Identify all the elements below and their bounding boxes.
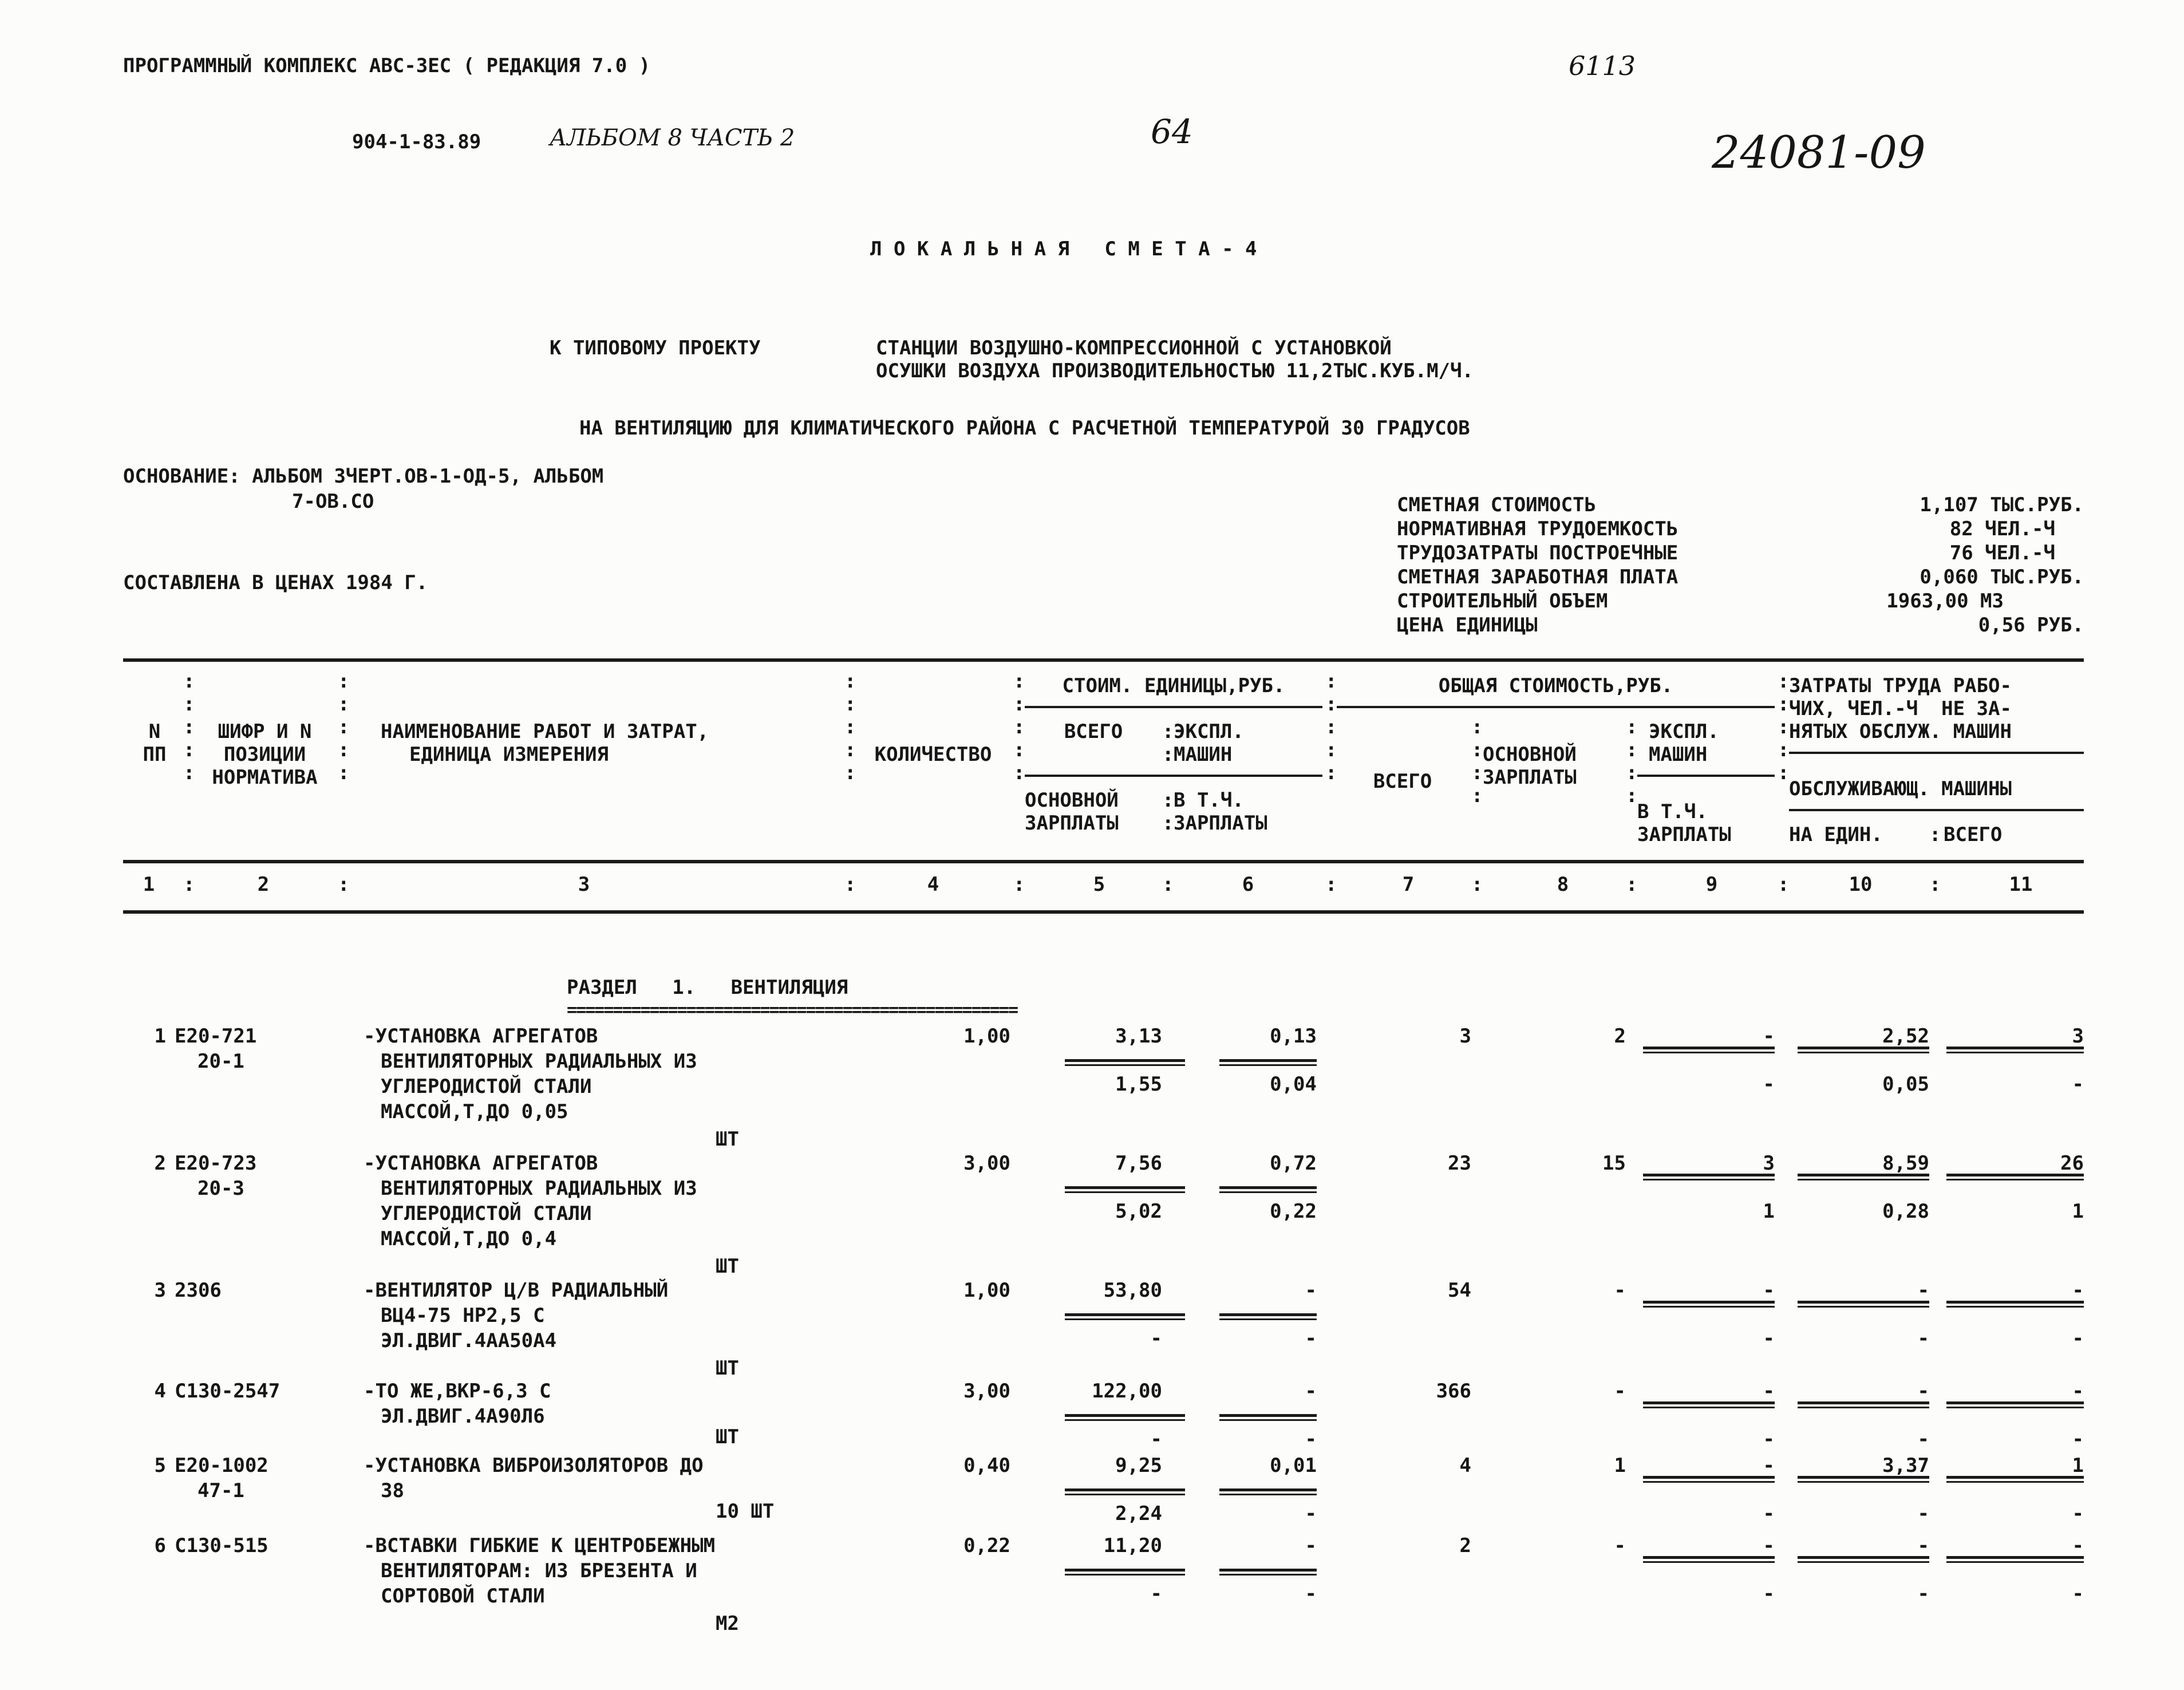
cell-rule — [1643, 1401, 1775, 1408]
row-unit-total: 11,20 — [1103, 1534, 1162, 1557]
row-total-machines: - — [1763, 1279, 1775, 1302]
header-col-5-bottom: ОСНОВНОЙ — [1025, 789, 1119, 812]
row-labor-unit: 3,37 — [1882, 1454, 1929, 1477]
row-unit: ШТ — [716, 1255, 739, 1278]
row-code: С130-2547 — [175, 1380, 281, 1403]
column-separator: : — [1929, 823, 1941, 846]
header-sub-rule — [1789, 752, 2084, 754]
row-name-line: ЭЛ.ДВИГ.4АА50А4 — [381, 1329, 557, 1352]
summary-label: ТРУДОЗАТРАТЫ ПОСТРОЕЧНЫЕ — [1397, 542, 1679, 564]
row-unit: ШТ — [716, 1357, 739, 1380]
header-col-6-top: МАШИН — [1174, 743, 1233, 766]
row-code-sub: 47-1 — [198, 1479, 244, 1502]
header-col-1-line: N — [148, 720, 161, 743]
row-code-sub: 20-1 — [198, 1050, 244, 1073]
summary-value: 1,107 ТЫС.РУБ. — [1920, 493, 2084, 516]
row-code: С130-515 — [175, 1534, 268, 1557]
row-unit-wages: 5,02 — [1115, 1200, 1162, 1223]
cell-rule — [1798, 1401, 1929, 1408]
column-separator: : : — [1162, 789, 1174, 835]
header-col-8: ОСНОВНОЙ — [1483, 743, 1577, 766]
row-total: 23 — [1448, 1152, 1471, 1175]
row-total-wages: - — [1614, 1279, 1626, 1302]
column-number: 8 — [1557, 873, 1569, 896]
row-unit-wages: - — [1150, 1428, 1162, 1451]
summary-value: 82 ЧЕЛ.-Ч — [1949, 518, 2055, 540]
row-name-line: УГЛЕРОДИСТОЙ СТАЛИ — [381, 1202, 592, 1225]
row-total-wages: 2 — [1614, 1025, 1626, 1048]
row-labor-total-service: - — [2072, 1502, 2084, 1525]
row-labor-total: - — [2072, 1380, 2084, 1403]
column-separator: : : : : : — [1013, 670, 1025, 784]
column-separator: : — [1013, 873, 1025, 896]
column-number: 10 — [1849, 873, 1873, 896]
cell-rule — [1798, 1556, 1929, 1563]
row-labor-unit: - — [1917, 1380, 1929, 1403]
row-unit-wages: 1,55 — [1115, 1073, 1162, 1096]
column-separator: : : : : : — [1325, 670, 1337, 784]
header-group-unit-cost: СТОИМ. ЕДИНИЦЫ,РУБ. — [1062, 674, 1285, 697]
cell-rule — [1798, 1476, 1929, 1483]
header-col-9-bottom: ЗАРПЛАТЫ — [1637, 823, 1731, 846]
row-name-line: СОРТОВОЙ СТАЛИ — [381, 1585, 545, 1608]
cell-rule — [1946, 1401, 2084, 1408]
cell-rule — [1946, 1174, 2084, 1180]
row-name-line: -ТО ЖЕ,ВКР-6,3 С — [364, 1380, 551, 1403]
row-labor-total-service: - — [2072, 1073, 2084, 1096]
column-separator: : — [1929, 873, 1941, 896]
column-separator: : : : : — [1626, 716, 1638, 807]
column-number: 3 — [578, 873, 590, 896]
row-code: Е20-721 — [175, 1025, 257, 1048]
section-underline: ================================================= — [567, 1000, 1018, 1020]
basis-line-1: ОСНОВАНИЕ: АЛЬБОМ 3ЧЕРТ.ОВ-1-ОД-5, АЛЬБОМ — [123, 465, 604, 488]
row-number: 6 — [154, 1534, 166, 1557]
row-labor-unit-service: - — [1917, 1428, 1929, 1451]
column-separator: : — [1325, 873, 1337, 896]
row-unit-machine-wages: - — [1305, 1327, 1317, 1350]
row-quantity: 1,00 — [963, 1025, 1010, 1048]
row-code: Е20-723 — [175, 1152, 257, 1175]
header-col-1-line: ПП — [143, 743, 167, 766]
row-unit: М2 — [716, 1612, 739, 1635]
cell-rule — [1065, 1488, 1185, 1495]
row-labor-total: 1 — [2072, 1454, 2084, 1477]
basis-line-2: 7-ОВ.СО — [292, 490, 374, 513]
row-total: 2 — [1459, 1534, 1471, 1557]
row-labor-unit: - — [1917, 1279, 1929, 1302]
row-name-line: 38 — [381, 1479, 404, 1502]
row-name-line: УГЛЕРОДИСТОЙ СТАЛИ — [381, 1075, 592, 1098]
row-name-line: МАССОЙ,Т,ДО 0,05 — [381, 1100, 568, 1123]
page-number-handwritten: 64 — [1151, 112, 1193, 151]
row-total-machines: - — [1763, 1025, 1775, 1048]
row-labor-total: 26 — [2060, 1152, 2084, 1175]
row-total-wages: - — [1614, 1380, 1626, 1403]
cell-rule — [1065, 1569, 1185, 1576]
header-col-4: КОЛИЧЕСТВО — [874, 743, 992, 766]
cell-rule — [1219, 1414, 1317, 1421]
corner-number-handwritten: 6113 — [1569, 50, 1636, 81]
summary-label: СМЕТНАЯ ЗАРАБОТНАЯ ПЛАТА — [1397, 566, 1679, 589]
row-labor-total-service: - — [2072, 1582, 2084, 1605]
header-sub-rule — [1025, 775, 1322, 777]
cell-rule — [1065, 1059, 1185, 1066]
row-number: 2 — [154, 1152, 166, 1175]
summary-label: СТРОИТЕЛЬНЫЙ ОБЪЕМ — [1397, 590, 1608, 613]
row-quantity: 3,00 — [963, 1152, 1010, 1175]
project-line-1: СТАНЦИИ ВОЗДУШНО-КОМПРЕССИОННОЙ С УСТАНОВКОЙ — [876, 337, 1392, 360]
project-label: К ТИПОВОМУ ПРОЕКТУ — [550, 337, 761, 360]
project-code: 904-1-83.89 — [352, 131, 481, 153]
column-separator: : — [338, 873, 350, 896]
row-name-line: -УСТАНОВКА АГРЕГАТОВ — [364, 1152, 598, 1175]
row-total-machine-wages: - — [1763, 1582, 1775, 1605]
row-total-machine-wages: - — [1763, 1327, 1775, 1350]
header-col-6-bottom: ЗАРПЛАТЫ — [1174, 812, 1267, 835]
row-name-line: -ВЕНТИЛЯТОР Ц/В РАДИАЛЬНЫЙ — [364, 1279, 669, 1302]
row-unit-machine-wages: 0,04 — [1270, 1073, 1317, 1096]
summary-label: НОРМАТИВНАЯ ТРУДОЕМКОСТЬ — [1397, 518, 1679, 540]
row-quantity: 0,22 — [963, 1534, 1010, 1557]
column-number: 11 — [2009, 873, 2033, 896]
row-quantity: 0,40 — [963, 1454, 1010, 1477]
header-group-service: ОБСЛУЖИВАЮЩ. МАШИНЫ — [1789, 777, 2012, 800]
column-separator: : : : : : — [338, 670, 350, 784]
header-sub-rule — [1025, 706, 1322, 708]
column-separator: : — [1778, 873, 1790, 896]
cell-rule — [1798, 1301, 1929, 1308]
header-sub-rule — [1637, 775, 1775, 777]
header-col-2-line: НОРМАТИВА — [212, 766, 318, 789]
cell-rule — [1946, 1476, 2084, 1483]
row-unit-machine-wages: - — [1305, 1502, 1317, 1525]
row-labor-unit-service: - — [1917, 1327, 1929, 1350]
column-separator: : — [1162, 873, 1174, 896]
row-code: Е20-1002 — [175, 1454, 268, 1477]
row-name-line: -ВСТАВКИ ГИБКИЕ К ЦЕНТРОБЕЖНЫМ — [364, 1534, 716, 1557]
row-number: 1 — [154, 1025, 166, 1048]
cell-rule — [1219, 1313, 1317, 1320]
row-total-wages: 1 — [1614, 1454, 1626, 1477]
column-number: 4 — [927, 873, 939, 896]
row-total-machine-wages: 1 — [1763, 1200, 1775, 1223]
row-total-machine-wages: - — [1763, 1502, 1775, 1525]
header-sub-rule — [1337, 706, 1775, 708]
header-bottom-rule — [123, 910, 2084, 914]
row-unit-wages: - — [1150, 1582, 1162, 1605]
column-separator: : — [1471, 873, 1483, 896]
header-col-2-line: ШИФР И N — [218, 720, 312, 743]
row-total-machines: - — [1763, 1380, 1775, 1403]
row-number: 5 — [154, 1454, 166, 1477]
cell-rule — [1065, 1313, 1185, 1320]
cell-rule — [1219, 1186, 1317, 1193]
section-title: РАЗДЕЛ 1. ВЕНТИЛЯЦИЯ — [567, 976, 848, 999]
table-top-rule — [123, 658, 2084, 662]
row-number: 3 — [154, 1279, 166, 1302]
row-unit-total: 7,56 — [1115, 1152, 1162, 1175]
prices-year: СОСТАВЛЕНА В ЦЕНАХ 1984 Г. — [123, 571, 428, 594]
summary-value: 0,56 РУБ. — [1978, 614, 2084, 637]
header-col-2-line: ПОЗИЦИИ — [223, 743, 306, 766]
program-header: ПРОГРАММНЫЙ КОМПЛЕКС АВС-3ЕС ( РЕДАКЦИЯ 7.0 ) — [123, 54, 651, 77]
row-labor-unit-service: - — [1917, 1502, 1929, 1525]
header-col-3-line: ЕДИНИЦА ИЗМЕРЕНИЯ — [409, 743, 609, 766]
row-total-machine-wages: - — [1763, 1428, 1775, 1451]
row-unit-total: 53,80 — [1103, 1279, 1162, 1302]
column-separator: : : : : — [1471, 716, 1483, 807]
cell-rule — [1219, 1059, 1317, 1066]
column-separator: : : : : : — [183, 670, 195, 784]
column-number: 5 — [1093, 873, 1105, 896]
row-labor-total-service: - — [2072, 1428, 2084, 1451]
header-col-8: ЗАРПЛАТЫ — [1483, 766, 1577, 789]
column-separator: : — [1626, 873, 1638, 896]
row-labor-total: 3 — [2072, 1025, 2084, 1048]
cell-rule — [1643, 1174, 1775, 1180]
subject-line: НА ВЕНТИЛЯЦИЮ ДЛЯ КЛИМАТИЧЕСКОГО РАЙОНА С РАСЧЕТНОЙ ТЕМПЕРАТУРОЙ 30 ГРАДУСОВ — [579, 417, 1470, 440]
header-group-labor: ЧИХ, ЧЕЛ.-Ч НЕ ЗА- — [1789, 697, 2012, 720]
row-labor-unit-service: - — [1917, 1582, 1929, 1605]
cell-rule — [1798, 1047, 1929, 1053]
header-col-7: ВСЕГО — [1373, 770, 1432, 793]
row-unit-machines: 0,13 — [1270, 1025, 1317, 1048]
header-col-3-line: НАИМЕНОВАНИЕ РАБОТ И ЗАТРАТ, — [381, 720, 709, 743]
row-unit-machines: - — [1305, 1279, 1317, 1302]
row-unit: ШТ — [716, 1426, 739, 1448]
cell-rule — [1643, 1047, 1775, 1053]
header-col-9-bottom: В Т.Ч. — [1637, 800, 1708, 823]
column-separator: : — [183, 873, 195, 896]
header-col-6-top: ЭКСПЛ. — [1174, 720, 1244, 743]
header-col-5-bottom: ЗАРПЛАТЫ — [1025, 812, 1119, 835]
header-group-total-cost: ОБЩАЯ СТОИМОСТЬ,РУБ. — [1438, 674, 1673, 697]
row-name-line: ВЕНТИЛЯТОРНЫХ РАДИАЛЬНЫХ ИЗ — [381, 1050, 697, 1073]
row-name-line: -УСТАНОВКА ВИБРОИЗОЛЯТОРОВ ДО — [364, 1454, 704, 1477]
project-line-2: ОСУШКИ ВОЗДУХА ПРОИЗВОДИТЕЛЬНОСТЬЮ 11,2ТЫС.КУБ.М/Ч. — [876, 360, 1474, 382]
row-unit: 10 ШТ — [716, 1500, 775, 1523]
header-col-5-top: ВСЕГО — [1064, 720, 1123, 743]
row-total-machine-wages: - — [1763, 1073, 1775, 1096]
row-labor-unit: 8,59 — [1882, 1152, 1929, 1175]
column-separator: : : : : : — [844, 670, 856, 784]
cell-rule — [1643, 1556, 1775, 1563]
row-code-sub: 20-3 — [198, 1177, 244, 1200]
header-col-11: ВСЕГО — [1944, 823, 2003, 846]
row-unit: ШТ — [716, 1128, 739, 1151]
column-number: 7 — [1402, 873, 1415, 896]
row-unit-machine-wages: 0,22 — [1270, 1200, 1317, 1223]
row-name-line: ВЕНТИЛЯТОРАМ: ИЗ БРЕЗЕНТА И — [381, 1559, 697, 1582]
cell-rule — [1219, 1569, 1317, 1576]
row-total-machines: - — [1763, 1534, 1775, 1557]
row-unit-total: 9,25 — [1115, 1454, 1162, 1477]
column-separator: : : — [1162, 720, 1174, 766]
summary-value: 0,060 ТЫС.РУБ. — [1920, 566, 2084, 589]
row-labor-total: - — [2072, 1534, 2084, 1557]
row-name-line: ВЕНТИЛЯТОРНЫХ РАДИАЛЬНЫХ ИЗ — [381, 1177, 697, 1200]
header-col-6-bottom: В Т.Ч. — [1174, 789, 1244, 812]
summary-label: СМЕТНАЯ СТОИМОСТЬ — [1397, 493, 1596, 516]
stamp-number-handwritten: 24081-09 — [1712, 127, 1926, 179]
row-total-machines: 3 — [1763, 1152, 1775, 1175]
cell-rule — [1946, 1556, 2084, 1563]
row-unit-total: 3,13 — [1115, 1025, 1162, 1048]
row-labor-unit: - — [1917, 1534, 1929, 1557]
header-col-10: НА ЕДИН. — [1789, 823, 1883, 846]
row-total: 3 — [1459, 1025, 1471, 1048]
row-name-line: МАССОЙ,Т,ДО 0,4 — [381, 1227, 557, 1250]
row-labor-unit-service: 0,05 — [1882, 1073, 1929, 1096]
row-unit-machines: 0,72 — [1270, 1152, 1317, 1175]
header-sub-rule — [1789, 809, 2084, 811]
cell-rule — [1643, 1301, 1775, 1308]
row-unit-machines: - — [1305, 1534, 1317, 1557]
row-unit-total: 122,00 — [1092, 1380, 1162, 1403]
summary-value: 76 ЧЕЛ.-Ч — [1949, 542, 2055, 564]
row-total: 4 — [1459, 1454, 1471, 1477]
cell-rule — [1798, 1174, 1929, 1180]
album-note-handwritten: АЛЬБОМ 8 ЧАСТЬ 2 — [550, 125, 795, 151]
row-unit-machines: - — [1305, 1380, 1317, 1403]
column-number: 1 — [143, 873, 155, 896]
summary-value: 1963,00 М3 — [1886, 590, 2004, 613]
row-name-line: -УСТАНОВКА АГРЕГАТОВ — [364, 1025, 598, 1048]
header-group-labor: ЗАТРАТЫ ТРУДА РАБО- — [1789, 674, 2012, 697]
column-separator: : — [844, 873, 856, 896]
row-total-machines: - — [1763, 1454, 1775, 1477]
row-quantity: 3,00 — [963, 1380, 1010, 1403]
row-total: 366 — [1436, 1380, 1471, 1403]
row-total-wages: - — [1614, 1534, 1626, 1557]
summary-label: ЦЕНА ЕДИНИЦЫ — [1397, 614, 1538, 637]
row-unit-machine-wages: - — [1305, 1428, 1317, 1451]
row-unit-machines: 0,01 — [1270, 1454, 1317, 1477]
cell-rule — [1946, 1301, 2084, 1308]
row-unit-wages: 2,24 — [1115, 1502, 1162, 1525]
column-number: 6 — [1242, 873, 1254, 896]
row-unit-machine-wages: - — [1305, 1582, 1317, 1605]
column-separator: : : : : : — [1778, 670, 1790, 784]
cell-rule — [1065, 1186, 1185, 1193]
row-unit-wages: - — [1150, 1327, 1162, 1350]
row-quantity: 1,00 — [963, 1279, 1010, 1302]
header-col-9-top: ЭКСПЛ. — [1649, 720, 1719, 743]
row-name-line: ЭЛ.ДВИГ.4А90Л6 — [381, 1405, 545, 1428]
row-total-wages: 15 — [1602, 1152, 1626, 1175]
cell-rule — [1219, 1488, 1317, 1495]
header-col-9-top: МАШИН — [1649, 743, 1708, 766]
row-labor-total: - — [2072, 1279, 2084, 1302]
column-number: 9 — [1705, 873, 1718, 896]
row-labor-total-service: 1 — [2072, 1200, 2084, 1223]
cell-rule — [1065, 1414, 1185, 1421]
row-code: 2306 — [175, 1279, 222, 1302]
header-rule — [123, 860, 2084, 863]
row-labor-unit: 2,52 — [1882, 1025, 1929, 1048]
cell-rule — [1946, 1047, 2084, 1053]
cell-rule — [1643, 1476, 1775, 1483]
row-total: 54 — [1448, 1279, 1471, 1302]
document-title: Л О К А Л Ь Н А Я С М Е Т А - 4 — [870, 238, 1257, 260]
row-name-line: ВЦ4-75 НР2,5 С — [381, 1304, 545, 1327]
row-labor-total-service: - — [2072, 1327, 2084, 1350]
row-labor-unit-service: 0,28 — [1882, 1200, 1929, 1223]
header-group-labor: НЯТЫХ ОБСЛУЖ. МАШИН — [1789, 720, 2012, 743]
row-number: 4 — [154, 1380, 166, 1403]
column-number: 2 — [257, 873, 270, 896]
